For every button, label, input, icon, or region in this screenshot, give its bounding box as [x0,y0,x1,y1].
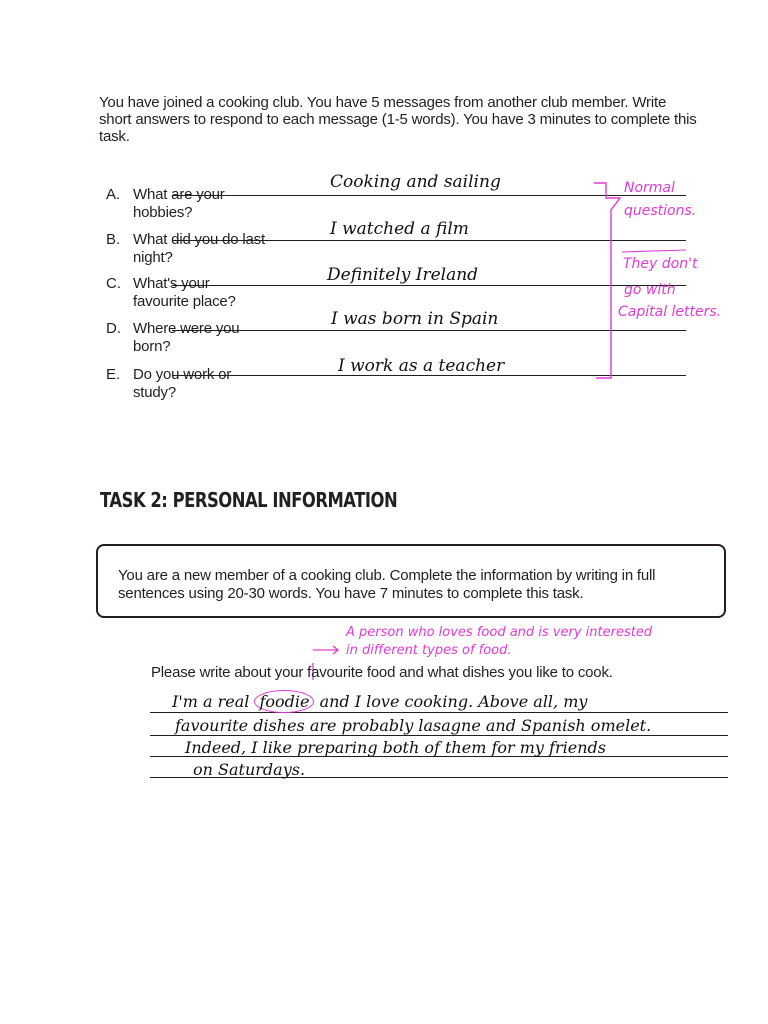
question-letter: A. [106,186,121,203]
answer-text-b: I watched a film [330,219,469,239]
answer-text-d: I was born in Spain [331,309,499,329]
task2-instruction-box [96,544,726,618]
answer-text-e: I work as a teacher [338,356,505,376]
writing-line[interactable] [150,712,728,713]
question-text: What's your favourite place? [133,275,236,310]
written-line-2: favourite dishes are probably lasagne and Spanish omelet. [175,716,652,735]
answer-text-c: Definitely Ireland [327,265,479,285]
side-note-line: questions. [624,203,697,219]
underline-mark [622,250,686,252]
written-text: and I love cooking. Above all, my [314,692,588,711]
task2-prompt: Please write about your favourite food and what dishes you like to cook. [151,664,613,681]
task2-instructions: You are a new member of a cooking club. Complete the information by writing in full sentences using 20-30 words. You have 7 minutes to complete this task. [118,567,656,602]
question-letter: C. [106,275,121,292]
side-note-line: Capital letters. [618,304,722,320]
arrow-mark [313,646,338,654]
task1-instructions: You have joined a cooking club. You have 5 messages from another club member. Write short answers to respond to each message (1-5 words). You have 3 minutes to complete this task. [99,94,697,145]
question-letter: D. [106,320,121,337]
side-note-line: go with [624,282,676,298]
written-line-4: on Saturdays. [193,760,306,779]
question-text: What are your hobbies? [133,186,225,221]
definition-note-line: A person who loves food and is very interested [346,625,653,640]
circled-word: foodie [254,690,314,713]
question-text: Where were you born? [133,320,240,355]
question-letter: E. [106,366,121,383]
definition-note-line: in different types of food. [346,643,512,658]
written-line-3: Indeed, I like preparing both of them for my friends [185,738,606,757]
side-note-line: They don't [623,256,698,272]
question-text: What did you do last night? [133,231,265,266]
side-note-line: Normal [624,180,675,196]
bracket-mark [594,183,620,378]
question-text: Do you work or study? [133,366,232,401]
answer-text-a: Cooking and sailing [330,172,501,192]
question-letter: B. [106,231,121,248]
written-text: I'm a real [172,692,255,711]
written-line-1 [172,692,587,711]
writing-line[interactable] [150,735,728,736]
task2-heading: TASK 2: PERSONAL INFORMATION [100,488,398,512]
